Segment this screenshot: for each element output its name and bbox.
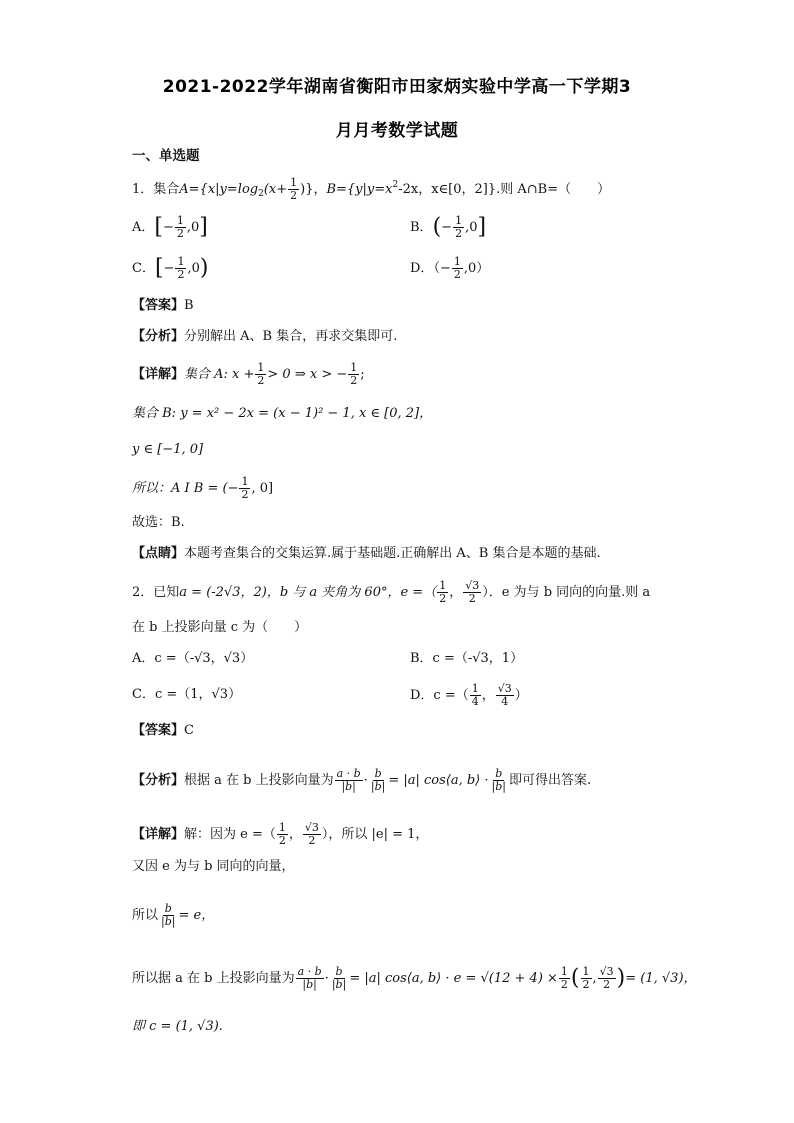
q1-option-b-label: B．	[410, 220, 433, 235]
q1-set-b-end: -2x，x∈[0，2]}.则 A∩B=（ ）	[398, 182, 611, 197]
q1-set-a: A={x|y=log	[179, 182, 259, 197]
frac	[175, 256, 186, 281]
frac	[463, 580, 481, 605]
frac	[159, 903, 177, 928]
q2-option-d-label: D．c =（	[410, 688, 469, 703]
q1-answer	[132, 296, 194, 316]
frac-den: |b|	[302, 978, 317, 991]
frac-num: b	[495, 767, 503, 780]
frac-den: 2	[290, 189, 298, 202]
frac-num: 1	[177, 255, 185, 268]
q2-option-c: C．c =（1，√3）	[132, 687, 242, 702]
q1-log-base: 2	[258, 189, 264, 199]
frac-den: 2	[241, 488, 249, 501]
frac-den: |b|	[370, 780, 386, 793]
frac	[559, 966, 570, 991]
frac-den: 2	[439, 592, 447, 605]
frac-num: 1	[290, 176, 298, 189]
frac	[239, 476, 250, 501]
frac-num: 1	[453, 255, 461, 268]
frac	[581, 966, 592, 991]
q1-option-d-label: D．	[410, 261, 434, 276]
analysis-eq: = |a| cos⟨a, b⟩ ·	[388, 773, 489, 788]
answer-tag: 【答案】	[132, 298, 185, 313]
detail-text: = (1, √3)，	[625, 971, 697, 986]
frac	[598, 966, 616, 991]
frac-den: 2	[603, 978, 611, 991]
frac-den: 2	[177, 268, 185, 281]
q1-set-a-end: )}，	[300, 182, 327, 197]
q2-stem-line1: 2．已知a = (-2√3，2)，b 与 a 夹角为 60°，e =（ $\frac{1}{2}$ ， $\frac{√3}{2}$ ）．e 为与 b 同向的向量.则 a	[132, 579, 651, 605]
frac-num: a · b	[336, 767, 361, 780]
q2-stem-line2: 在 b 上投影向量 c 为（ ）	[132, 620, 308, 635]
frac-num: 1	[455, 214, 463, 227]
analysis-tag: 【分析】	[132, 773, 185, 788]
frac-num: 1	[176, 214, 184, 227]
frac-den: 2	[468, 592, 476, 605]
frac-num: 1	[350, 361, 358, 374]
q1-option-b: B．(− $\frac{1}{2}$ ,0]	[410, 214, 487, 240]
q2-option-d-end: ）	[514, 688, 528, 703]
q2-option-b: B．c =（-√3，1）	[410, 651, 524, 666]
comment-tag: 【点睛】	[132, 546, 185, 561]
q2-number: 2．已知	[132, 585, 180, 600]
q1-detail-line1: 【详解】集合 A: x + $\frac{1}{2}$ > 0 ⇒ x > − $\frac{1}{2}$ ;	[132, 361, 365, 387]
frac	[470, 683, 481, 708]
q2-vector-e: e =（	[400, 585, 437, 600]
section-heading: 一、单选题	[132, 148, 200, 164]
frac-den: 4	[471, 695, 479, 708]
frac-den: |b|	[161, 915, 176, 928]
q1-stem	[132, 175, 610, 204]
frac-den: 2	[350, 374, 358, 387]
q1-option-c: C．[− $\frac{1}{2}$ ,0)	[132, 255, 209, 281]
detail-text: = e，	[178, 908, 215, 923]
frac-num: 1	[471, 682, 479, 695]
analysis-text: 即可得出答案.	[509, 773, 592, 788]
frac-den: 2	[257, 374, 265, 387]
q2-analysis: 【分析】根据 a 在 b 上投影向量为 $\frac{a \cdot b}{|b|}$ · $\frac{b}{|b|}$ = |a| cos⟨a, b⟩ · $\frac{b}{|b|}$ 即可得出答案.	[132, 767, 592, 793]
frac	[437, 580, 448, 605]
frac-den: 2	[176, 227, 184, 240]
analysis-text: 根据 a 在 b 上投影向量为	[184, 773, 334, 788]
frac	[303, 822, 321, 847]
detail-text: 集合 A: x +	[184, 367, 255, 382]
frac	[330, 966, 348, 991]
q1-option-d: D．（− $\frac{1}{2}$ ,0）	[410, 255, 490, 281]
frac	[490, 768, 508, 793]
q1-option-a: A．[− $\frac{1}{2}$ ,0]	[132, 214, 208, 240]
q2-detail-line3	[132, 903, 214, 928]
frac-den: 2	[455, 227, 463, 240]
comment-text: 本题考查集合的交集运算.属于基础题.正确解出 A、B 集合是本题的基础.	[184, 546, 601, 561]
q1-detail-line4	[132, 476, 273, 501]
analysis-tag: 【分析】	[132, 329, 185, 344]
frac	[452, 256, 463, 281]
frac-num: 1	[257, 361, 265, 374]
frac	[496, 683, 514, 708]
frac	[348, 362, 359, 387]
q1-set-b: B={y|y=x	[326, 182, 393, 197]
detail-text: 所以	[132, 908, 159, 923]
q2-answer	[132, 721, 194, 741]
frac-num: √3	[599, 965, 614, 978]
frac-num: 1	[241, 475, 249, 488]
frac	[369, 768, 387, 793]
q1-option-a-label: A．	[132, 220, 155, 235]
q1-detail-line5: 故选：B.	[132, 515, 185, 530]
detail-tag: 【详解】	[132, 827, 185, 842]
frac-den: |b|	[331, 978, 347, 991]
frac	[453, 215, 464, 240]
frac-num: b	[335, 965, 343, 978]
frac	[277, 822, 288, 847]
exam-title-line2: 月月考数学试题	[335, 121, 459, 141]
detail-text: ），所以 |e| = 1，	[321, 827, 429, 842]
q1-detail-line3: y ∈ [−1, 0]	[132, 442, 204, 457]
frac-num: 1	[582, 965, 590, 978]
q1-number: 1．集合	[132, 182, 180, 197]
frac-num: 1	[439, 579, 447, 592]
q2-detail-line2: 又因 e 为与 b 同向的向量，	[132, 859, 295, 874]
q2-vector-a: a = (-2√3，2)，	[179, 585, 280, 600]
frac-den: 2	[560, 978, 568, 991]
frac	[335, 768, 363, 793]
answer-value: C	[184, 723, 194, 738]
q2-stem-end: ）．e 为与 b 同向的向量.则 a	[482, 585, 651, 600]
q1-detail-line2: 集合 B: y = x² − 2x = (x − 1)² − 1, x ∈ [0, 2]，	[132, 406, 433, 421]
frac	[175, 215, 186, 240]
frac-num: √3	[304, 821, 319, 834]
frac-num: √3	[465, 579, 480, 592]
frac	[296, 966, 324, 991]
frac-den: 2	[308, 834, 316, 847]
frac-den: 2	[582, 978, 590, 991]
q2-detail-line1: 【详解】解：因为 e =（ $\frac{1}{2}$ ， $\frac{√3}{2}$ ），所以 |e| = 1，	[132, 821, 429, 847]
frac-den: |b|	[341, 780, 356, 793]
q1-set-a-mid: (x+	[263, 182, 288, 197]
frac-den: 2	[453, 268, 461, 281]
detail-eq: = |a| cos⟨a, b⟩ · e = √(12 + 4) ×	[349, 971, 558, 986]
frac-num: a · b	[297, 965, 322, 978]
analysis-text: 分别解出 A、B 集合，再求交集即可.	[184, 329, 398, 344]
q1-comment	[132, 544, 601, 564]
answer-tag: 【答案】	[132, 723, 185, 738]
q1-analysis	[132, 327, 397, 347]
frac-num: √3	[497, 682, 512, 695]
detail-tag: 【详解】	[132, 367, 185, 382]
frac-num: 1	[560, 965, 568, 978]
frac-den: |b|	[491, 780, 506, 793]
frac-num: 1	[278, 821, 286, 834]
detail-text: 所以：A I B = (−	[132, 481, 239, 496]
frac-num: b	[374, 767, 382, 780]
detail-text: > 0 ⇒ x > −	[267, 367, 348, 382]
q2-detail-line5: 即 c = (1, √3).	[132, 1019, 223, 1034]
detail-text: , 0]	[251, 481, 274, 496]
detail-text: 解：因为 e =（	[184, 827, 276, 842]
q1-option-c-label: C．	[132, 261, 155, 276]
frac-num: b	[164, 902, 172, 915]
frac	[255, 362, 266, 387]
q2-option-d: D．c =（ $\frac{1}{4}$ ， $\frac{√3}{4}$ ）	[410, 682, 528, 708]
q2-detail-line4: 所以据 a 在 b 上投影向量为 $\frac{a \cdot b}{|b|}$ · $\frac{b}{|b|}$ = |a| cos⟨a, b⟩ · e = √(12 + 4) × $\frac{1}{2}$ ( $\frac{1}{2}$ , $\frac{√3}{2}$ )= (1, √3)，	[132, 965, 697, 991]
frac-den: 2	[278, 834, 286, 847]
frac-den: 4	[501, 695, 509, 708]
exam-title-line1: 2021-2022学年湖南省衡阳市田家炳实验中学高一下学期3	[162, 77, 632, 97]
q2-option-a: A．c =（-√3，√3）	[132, 651, 254, 666]
q1-half-fraction	[288, 177, 299, 202]
answer-value: B	[184, 298, 194, 313]
q1-exponent: 2	[392, 180, 399, 190]
q2-angle: b 与 a 夹角为 60°，	[279, 585, 401, 600]
detail-text: 所以据 a 在 b 上投影向量为	[132, 971, 295, 986]
